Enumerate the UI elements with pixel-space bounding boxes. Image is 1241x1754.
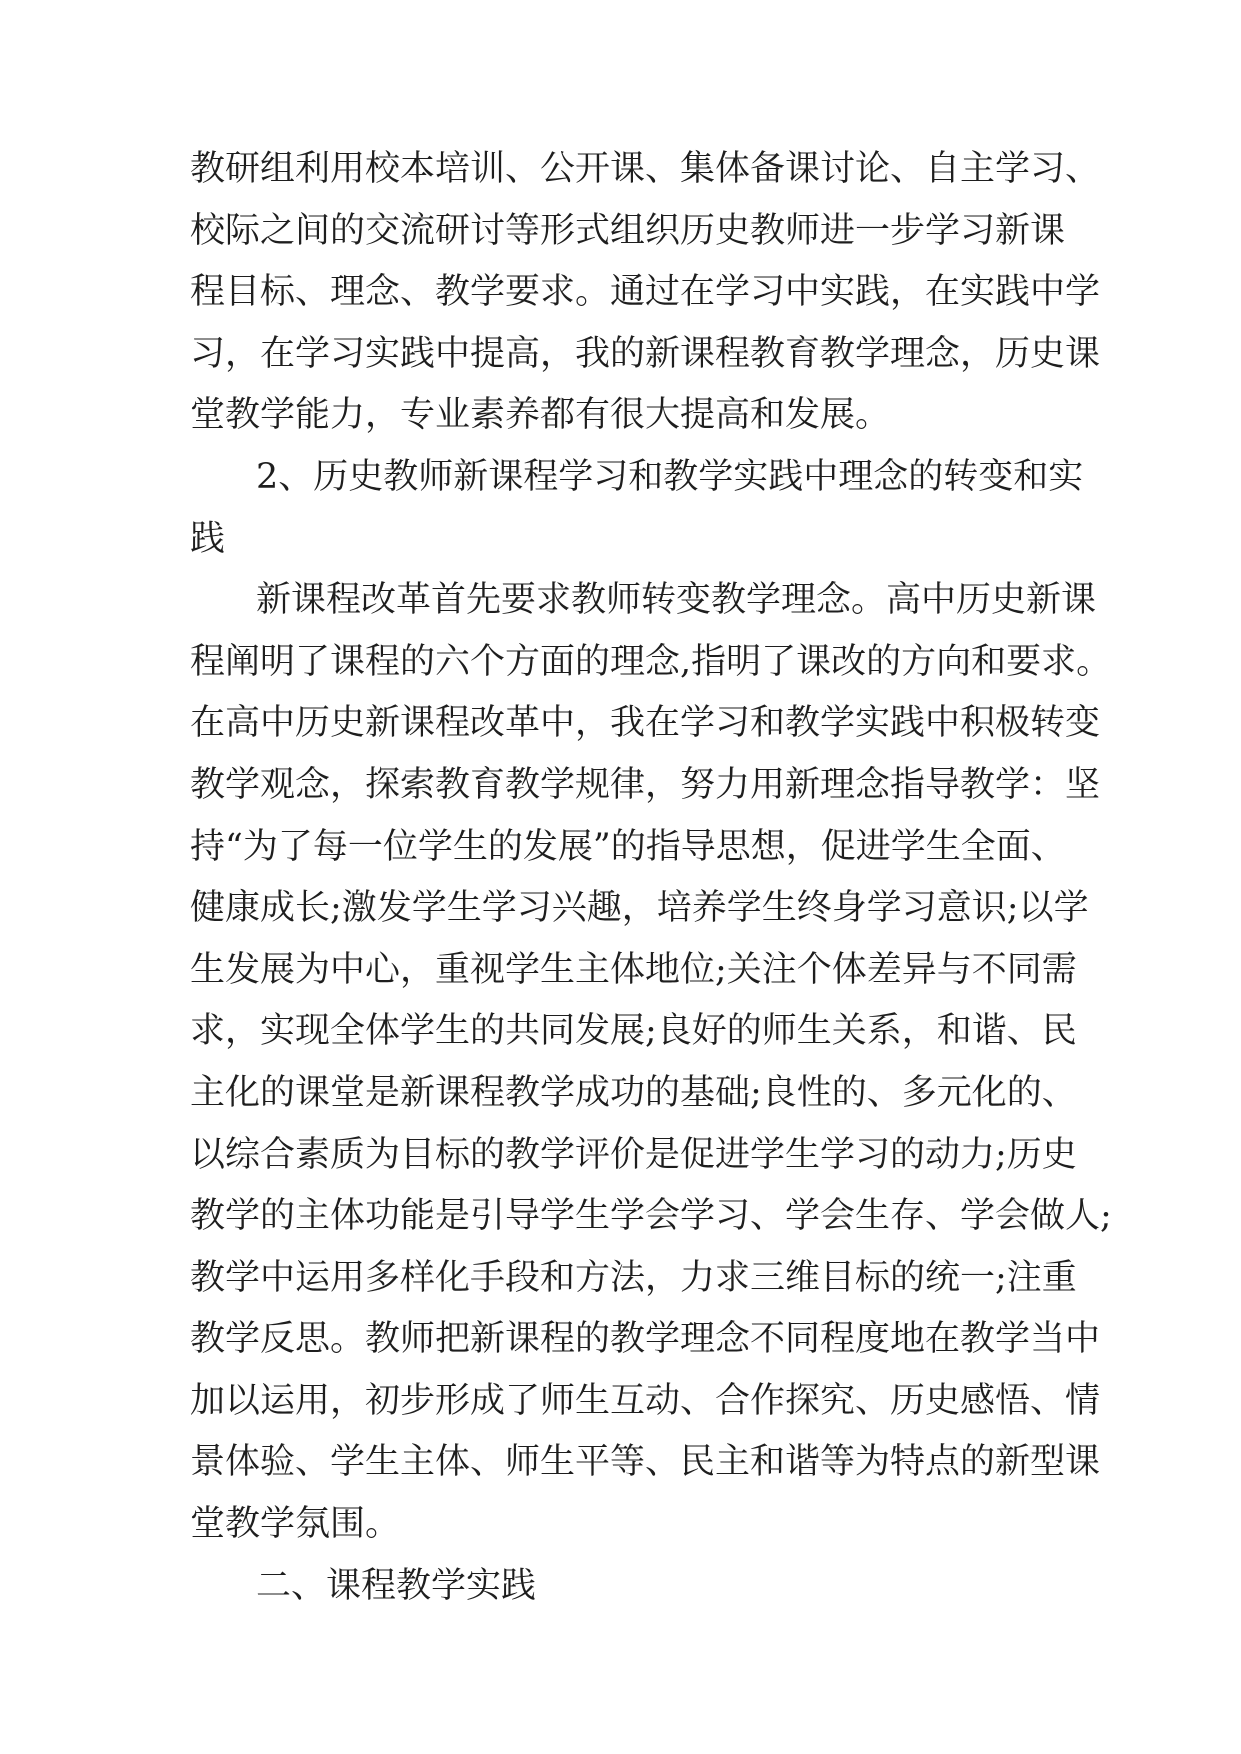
section-heading-continuation: 践 xyxy=(190,518,226,559)
text-line: 堂教学氛围。 xyxy=(190,1504,401,1545)
text-line: 程目标、理念、教学要求。通过在学习中实践，在实践中学 xyxy=(190,272,1101,313)
text-line: 堂教学能力，专业素养都有很大提高和发展。 xyxy=(190,395,891,436)
text-line: 生发展为中心，重视学生主体地位;关注个体差异与不同需 xyxy=(190,949,1077,990)
text-line: 习，在学习实践中提高，我的新课程教育教学理念，历史课 xyxy=(190,333,1101,374)
section-heading: 2、历史教师新课程学习和教学实践中理念的转变和实 xyxy=(256,456,1084,497)
text-line: 教学反思。教师把新课程的教学理念不同程度地在教学当中 xyxy=(190,1319,1101,1360)
text-line: 健康成长;激发学生学习兴趣，培养学生终身学习意识;以学 xyxy=(190,888,1089,929)
text-line: 加以运用，初步形成了师生互动、合作探究、历史感悟、情 xyxy=(190,1380,1101,1421)
text-line: 教学观念，探索教育教学规律，努力用新理念指导教学：坚 xyxy=(190,764,1101,805)
text-line: 校际之间的交流研讨等形式组织历史教师进一步学习新课 xyxy=(190,210,1066,251)
text-line: 新课程改革首先要求教师转变教学理念。高中历史新课 xyxy=(256,580,1097,621)
text-line: 在高中历史新课程改革中，我在学习和教学实践中积极转变 xyxy=(190,703,1101,744)
section-heading: 二、课程教学实践 xyxy=(256,1565,537,1606)
text-line: 主化的课堂是新课程教学成功的基础;良性的、多元化的、 xyxy=(190,1072,1077,1113)
body-text xyxy=(190,149,1112,1630)
text-line: 教研组利用校本培训、公开课、集体备课讨论、自主学习、 xyxy=(190,149,1101,189)
text-line: 程阐明了课程的六个方面的理念,指明了课改的方向和要求。 xyxy=(190,641,1112,682)
text-line: 教学中运用多样化手段和方法，力求三维目标的统一;注重 xyxy=(190,1257,1077,1298)
text-line: 求，实现全体学生的共同发展;良好的师生关系，和谐、民 xyxy=(190,1011,1077,1052)
text-line: 教学的主体功能是引导学生学会学习、学会生存、学会做人; xyxy=(190,1196,1112,1237)
text-line: 景体验、学生主体、师生平等、民主和谐等为特点的新型课 xyxy=(190,1442,1101,1483)
text-line: 以综合素质为目标的教学评价是促进学生学习的动力;历史 xyxy=(190,1134,1077,1175)
text-line: 持“为了每一位学生的发展”的指导思想，促进学生全面、 xyxy=(190,826,1066,867)
